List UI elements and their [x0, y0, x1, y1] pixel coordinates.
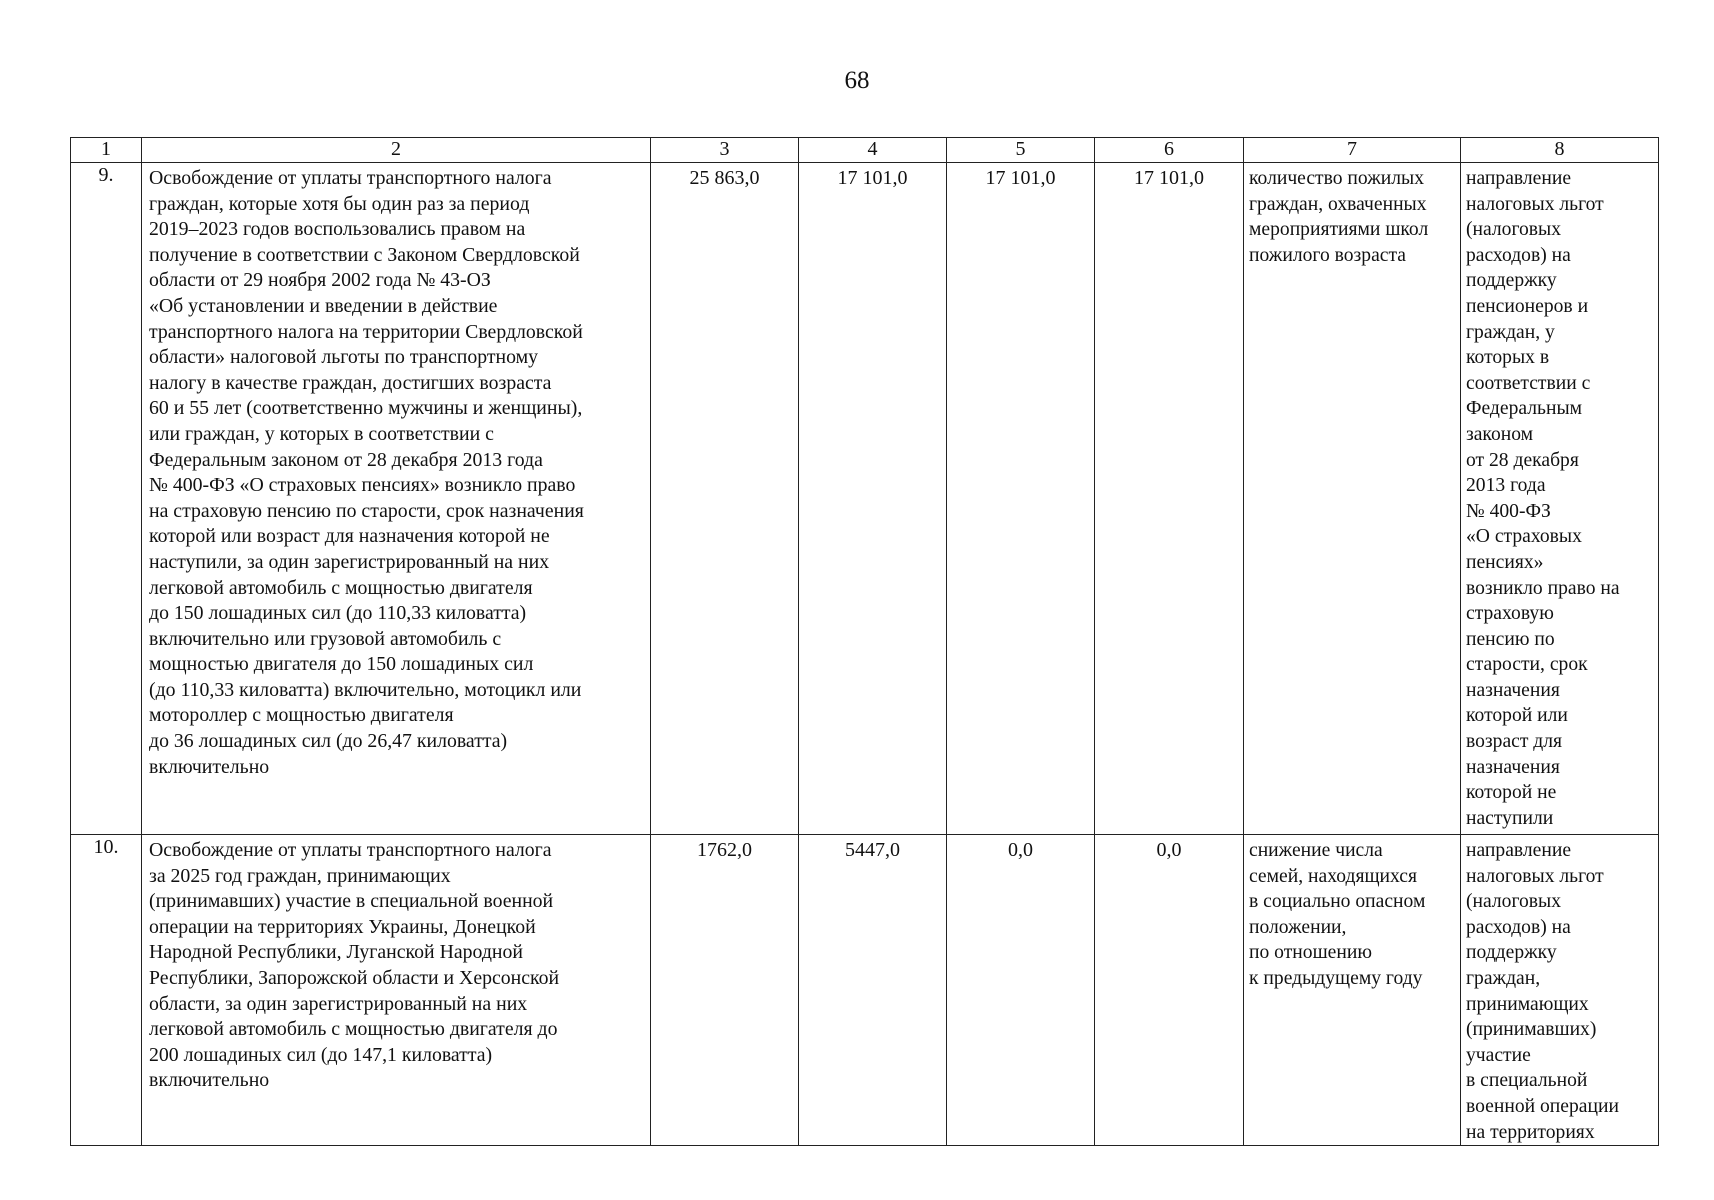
value-col5: 17 101,0 — [947, 163, 1095, 835]
direction-text: направление налоговых льгот (налоговых расходов) на поддержку пенсионеров и граждан, у которых в соответствии с Федеральным законом от 28 декабря 2013 года № 400-ФЗ «О страховых пенсиях» возникло право на страховую пенсию по старости, срок назначения которой или возраст для назначения которой не наступили — [1461, 163, 1659, 835]
column-number-cell: 5 — [947, 138, 1095, 163]
direction-text: направление налоговых льгот (налоговых расходов) на поддержку граждан, принимающих (принимавших) участие в специальной военной операции на территориях — [1461, 835, 1659, 1146]
column-number-cell: 8 — [1461, 138, 1659, 163]
value-col5: 0,0 — [947, 835, 1095, 1146]
column-number-cell: 1 — [71, 138, 142, 163]
column-number-cell: 2 — [142, 138, 651, 163]
indicator-text: снижение числа семей, находящихся в социально опасном положении, по отношению к предыдущему году — [1244, 835, 1461, 1146]
value-col4: 5447,0 — [799, 835, 947, 1146]
table-row — [71, 163, 1659, 835]
tax-benefits-table — [70, 137, 1659, 1146]
value-col4: 17 101,0 — [799, 163, 947, 835]
table-row — [71, 835, 1659, 1146]
column-number-cell: 7 — [1244, 138, 1461, 163]
value-col6: 0,0 — [1095, 835, 1244, 1146]
column-number-row — [71, 138, 1659, 163]
value-col3: 1762,0 — [651, 835, 799, 1146]
value-col6: 17 101,0 — [1095, 163, 1244, 835]
column-number-cell: 3 — [651, 138, 799, 163]
indicator-text: количество пожилых граждан, охваченных мероприятиями школ пожилого возраста — [1244, 163, 1461, 835]
benefit-description: Освобождение от уплаты транспортного налога граждан, которые хотя бы один раз за период 2019–2023 годов воспользовались правом на получение в соответствии с Законом Свердловской области от 29 ноября 2002 года № 43-ОЗ «Об установлении и введении в действие транспортного налога на территории Свердловской области» налоговой льготы по транспортному налогу в качестве граждан, достигших возраста 60 и 55 лет (соответственно мужчины и женщины), или граждан, у которых в соответствии с Федеральным законом от 28 декабря 2013 года № 400-ФЗ «О страховых пенсиях» возникло право на страховую пенсию по старости, срок назначения которой или возраст для назначения которой не наступили, за один зарегистрированный на них легковой автомобиль с мощностью двигателя до 150 лошадиных сил (до 110,33 киловатта) включительно или грузовой автомобиль с мощностью двигателя до 150 лошадиных сил (до 110,33 киловатта) включительно, мотоцикл или мотороллер с мощностью двигателя до 36 лошадиных сил (до 26,47 киловатта) включительно — [142, 163, 651, 835]
page-number: 68 — [844, 67, 870, 94]
value-col3: 25 863,0 — [651, 163, 799, 835]
column-number-cell: 6 — [1095, 138, 1244, 163]
column-number-cell: 4 — [799, 138, 947, 163]
benefit-description: Освобождение от уплаты транспортного налога за 2025 год граждан, принимающих (принимавших) участие в специальной военной операции на территориях Украины, Донецкой Народной Республики, Луганской Народной Республики, Запорожской области и Херсонской области, за один зарегистрированный на них легковой автомобиль с мощностью двигателя до 200 лошадиных сил (до 147,1 киловатта) включительно — [142, 835, 651, 1146]
row-number: 9. — [71, 163, 142, 835]
row-number: 10. — [71, 835, 142, 1146]
